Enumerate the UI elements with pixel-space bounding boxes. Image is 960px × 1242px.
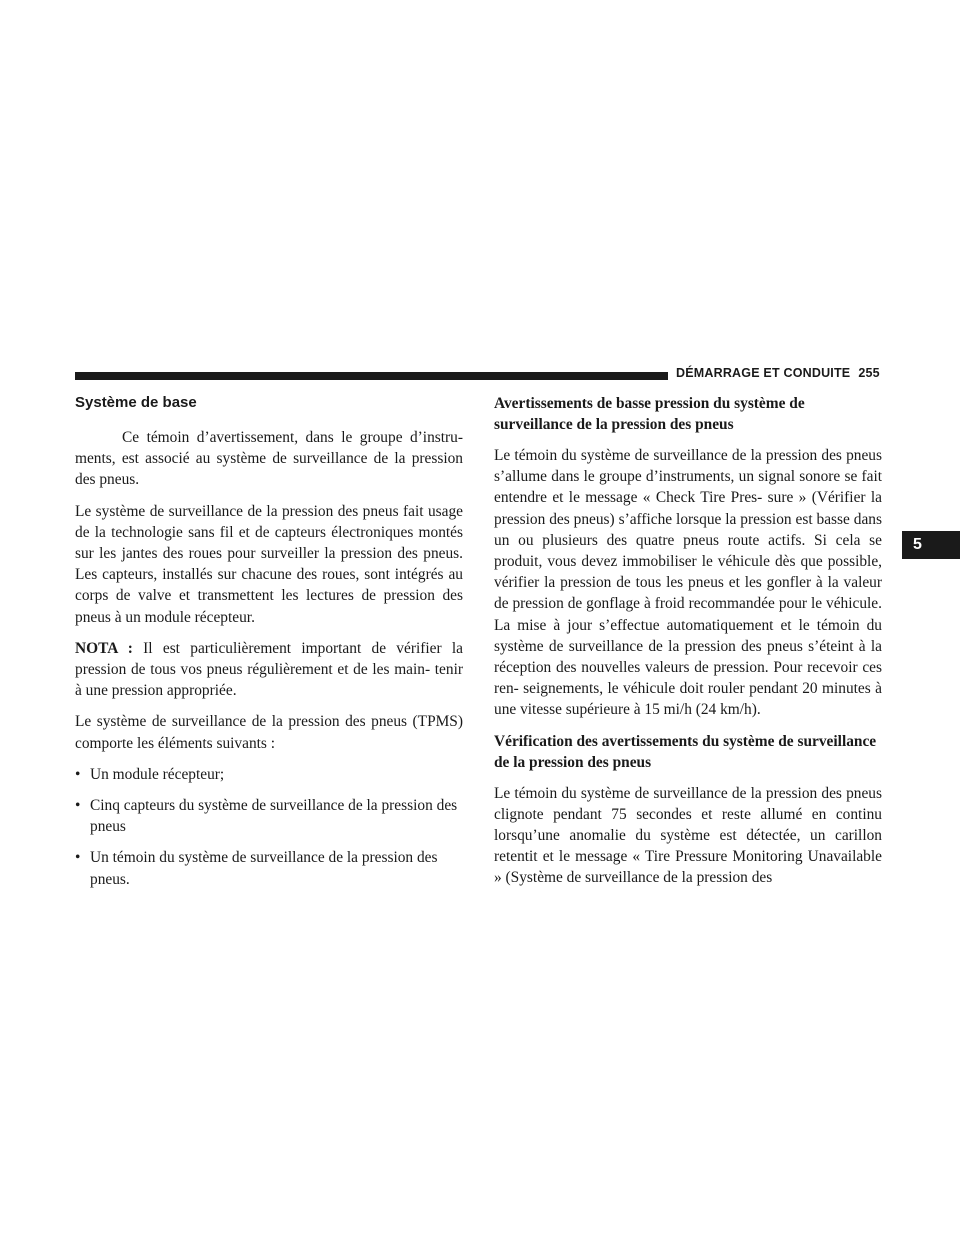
page-number: 255 [858, 366, 880, 380]
component-list [75, 764, 463, 890]
list-item-text: Un module récepteur; [90, 765, 225, 783]
subsection-heading: Vérification des avertissements du système de surveillance de la pression des pneus [494, 732, 877, 771]
paragraph: Le système de surveillance de la pression des pneus (TPMS) comporte les éléments suivants : [75, 713, 463, 752]
paragraph: Le système de surveillance de la pression des pneus fait usage de la technologie sans fil et de capteurs électroniques montés sur les jantes des roues pour surveiller la pression des pneus. Les capteurs, installés sur chacune des roues, sont intégrés au corps de valve et transmettent les lectures de pression des pneus à un module récepteur. [75, 502, 463, 626]
paragraph: Le témoin du système de surveillance de la pression des pneus s’allume dans le groupe d’instruments, un signal sonore se fait entendre et le message « Check Tire Pres- sure » (Vérifier la pression des pneus) s’affiche lorsque la pression est basse dans un ou plusieurs des quatre pneus route actifs. Si cela se produit, vous devez immobiliser le véhicule dès que possible, vérifier la pression de tous les pneus et les gonfler à la valeur de pression de gonflage à froid recommandée pour le véhicule. La mise à jour s’effectue automatiquement et le témoin du système de surveillance de la pression des pneus s’éteint à la réception des nouvelles valeurs de pression. Pour recevoir ces ren- seignements, le véhicule doit rouler pendant 20 minutes à une vitesse supérieure à 15 mi/h (24 km/h). [494, 447, 882, 719]
list-item [75, 795, 463, 837]
left-column [75, 393, 463, 900]
chapter-tab: 5 [902, 531, 960, 559]
list-item [75, 847, 463, 889]
list-item [75, 764, 463, 785]
subsection-heading: Avertissements de basse pression du système de surveillance de la pression des pneus [494, 395, 805, 433]
header-rule [75, 372, 668, 380]
section-title: DÉMARRAGE ET CONDUITE [676, 366, 851, 380]
paragraph: Le témoin du système de surveillance de la pression des pneus clignote pendant 75 secondes et reste allumé en continu lorsqu’une anomalie du système est détectée, un carillon retentit et le message « Tire Pressure Monitoring Unavailable » (Système de surveillance de la pression des [494, 784, 882, 887]
bullet-icon: • [75, 797, 81, 815]
section-heading: Système de base [75, 394, 197, 411]
intro-paragraph: Ce témoin d’avertissement, dans le groupe d’instru- ments, est associé au système de surveillance de la pression des pneus. [75, 429, 463, 489]
running-header [676, 366, 886, 380]
note-paragraph [75, 638, 463, 702]
right-column [494, 393, 882, 899]
list-item-text: Un témoin du système de surveillance de la pression des pneus. [90, 849, 438, 888]
bullet-icon: • [75, 849, 81, 867]
note-text: Il est particulièrement important de vérifier la pression de tous vos pneus régulièrement et de les main- tenir à une pression appropriée. [75, 639, 463, 700]
note-label: NOTA : [75, 639, 133, 657]
bullet-icon: • [75, 765, 81, 783]
list-item-text: Cinq capteurs du système de surveillance de la pression des pneus [90, 797, 458, 836]
